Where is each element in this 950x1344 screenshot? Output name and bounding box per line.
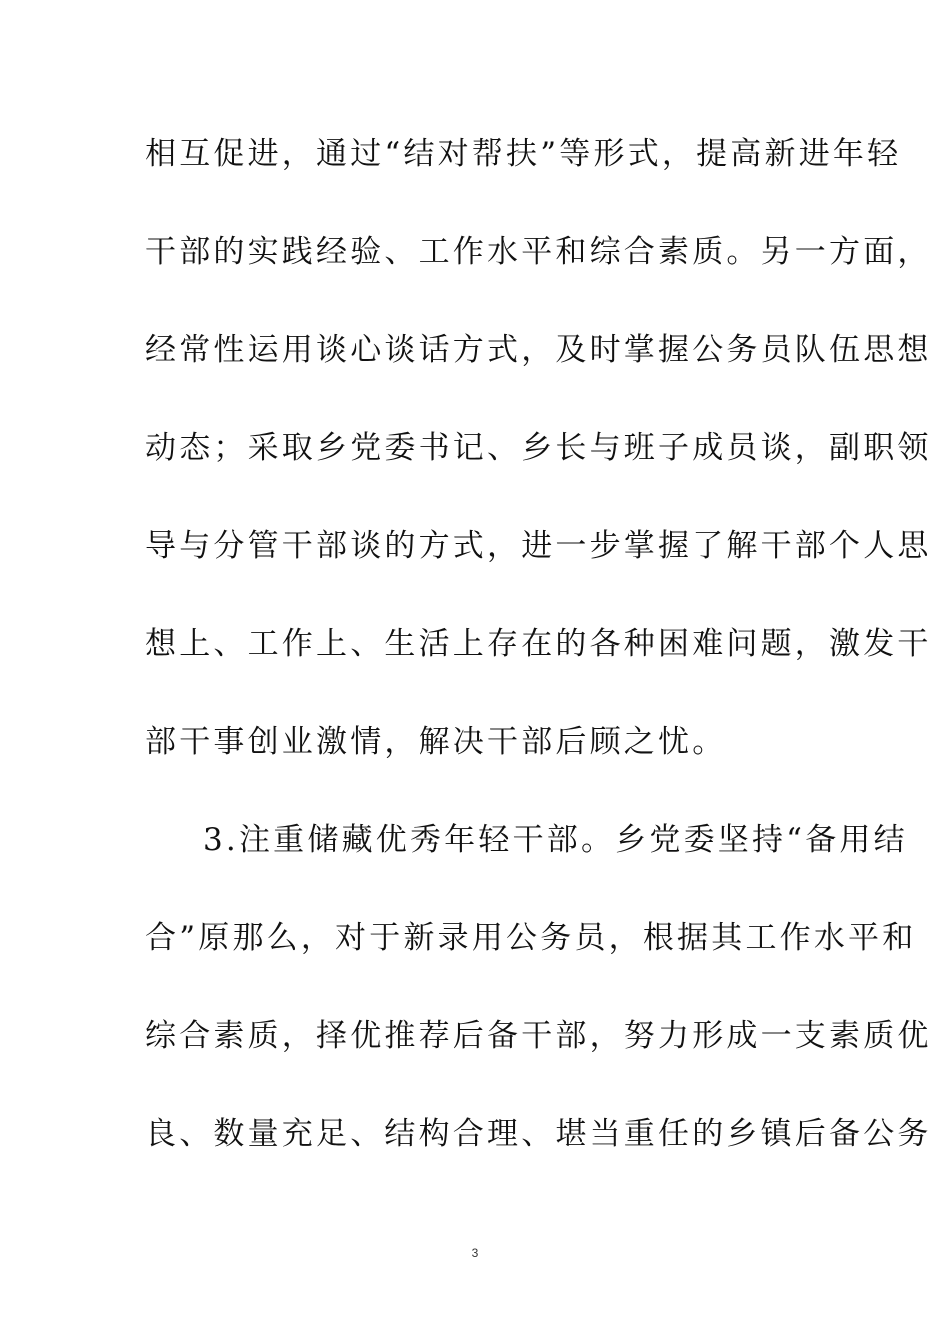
page-number: 3: [471, 1246, 479, 1260]
section-heading-line: 3.注重储藏优秀年轻干部。乡党委坚持“备用结: [203, 822, 908, 858]
body-line: 想上、工作上、生活上存在的各种困难问题，激发干: [145, 626, 932, 662]
body-line: 动态；采取乡党委书记、乡长与班子成员谈，副职领: [145, 430, 932, 466]
body-line: 良、数量充足、结构合理、堪当重任的乡镇后备公务: [145, 1116, 932, 1152]
body-line: 综合素质，择优推荐后备干部，努力形成一支素质优: [145, 1018, 932, 1054]
body-line: 经常性运用谈心谈话方式，及时掌握公务员队伍思想: [145, 332, 932, 368]
body-line: 干部的实践经验、工作水平和综合素质。另一方面，: [145, 234, 932, 270]
body-line: 合”原那么，对于新录用公务员，根据其工作水平和: [145, 920, 917, 956]
body-line: 导与分管干部谈的方式，进一步掌握了解干部个人思: [145, 528, 932, 564]
document-body: [145, 126, 932, 1204]
body-line: 部干事创业激情，解决干部后顾之忧。: [145, 724, 727, 760]
body-line: 相互促进，通过“结对帮扶”等形式，提高新进年轻: [145, 136, 902, 172]
